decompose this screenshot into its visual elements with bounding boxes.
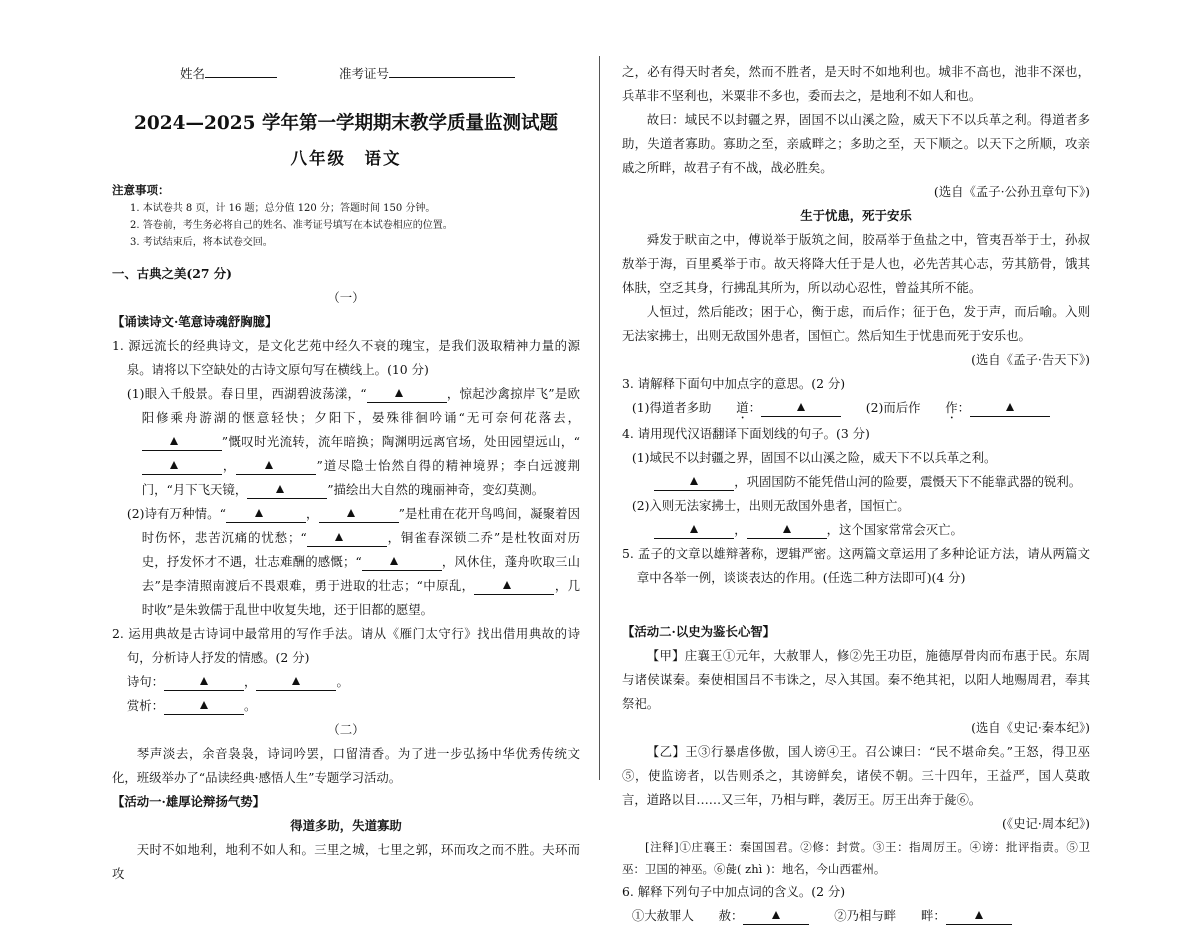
annotation-notes: [注释]①庄襄王：秦国国君。②修：封赏。③王：指周厉王。④谤：批评指责。⑤卫巫：卫国的神巫。⑥彘( zhì )：地名，今山西霍州。 bbox=[622, 840, 1090, 876]
name-line[interactable] bbox=[205, 77, 277, 78]
triangle-icon bbox=[170, 461, 178, 469]
question-3-items: (1)得道者多助 道： (2)而后作 作： bbox=[622, 396, 1090, 422]
triangle-icon bbox=[276, 485, 284, 493]
note-item: 2. 答卷前，考生务必将自己的姓名、准考证号填写在本试卷相应的位置。 bbox=[130, 220, 453, 231]
answer-blank[interactable] bbox=[747, 524, 827, 539]
triangle-icon bbox=[690, 477, 698, 485]
page-divider bbox=[599, 56, 600, 780]
triangle-icon bbox=[200, 701, 208, 709]
answer-blank[interactable] bbox=[474, 580, 554, 595]
source-citation: (选自《孟子·公孙丑章句下》) bbox=[933, 184, 1090, 199]
answer-blank[interactable] bbox=[236, 460, 316, 475]
essay-paragraph: 天时不如地利，地利不如人和。三里之城，七里之郭，环而攻之而不胜。夫环而攻 bbox=[112, 842, 580, 881]
essay-paragraph: 故曰：域民不以封疆之界，固国不以山溪之险，威天下不以兵革之利。得道者多助，失道者寡助。寡助之至，亲戚畔之；多助之至，天下顺之。以天下之所顺，攻亲戚之所畔，故君子有不战，战必胜矣。 bbox=[622, 112, 1090, 175]
triangle-icon bbox=[503, 581, 511, 589]
source-citation: (选自《史记·秦本纪》) bbox=[971, 720, 1090, 735]
answer-blank[interactable] bbox=[946, 910, 1012, 925]
answer-blank[interactable] bbox=[164, 676, 244, 691]
essay-paragraph: 舜发于畎亩之中，傅说举于版筑之间，胶鬲举于鱼盐之中，管夷吾举于士，孙叔敖举于海，百里奚举于市。故天将降大任于是人也，必先苦其心志，劳其筋骨，饿其体肤，空乏其身，行拂乱其所为，所以动心忍性，曾益其所不能。 bbox=[622, 232, 1090, 295]
ticket-line[interactable] bbox=[389, 77, 515, 78]
essay-title: 得道多助，失道寡助 bbox=[290, 818, 402, 833]
question-4: 4. 请用现代汉语翻译下面划线的句子。(3 分) bbox=[622, 426, 870, 441]
answer-blank[interactable] bbox=[970, 402, 1050, 417]
source-citation: (选自《孟子·告天下》) bbox=[971, 352, 1090, 367]
candidate-info bbox=[180, 64, 515, 82]
triangle-icon bbox=[975, 911, 983, 919]
answer-blank[interactable] bbox=[164, 700, 244, 715]
essay-title: 生于忧患，死于安乐 bbox=[800, 208, 912, 223]
answer-blank[interactable] bbox=[226, 508, 306, 523]
answer-blank[interactable] bbox=[654, 476, 734, 491]
answer-blank[interactable] bbox=[367, 388, 447, 403]
triangle-icon bbox=[390, 557, 398, 565]
question-4-1-answer: ，巩固国防不能凭借山河的险要，震慑天下不能靠武器的锐利。 bbox=[622, 470, 1090, 494]
answer-blank[interactable] bbox=[142, 460, 222, 475]
triangle-icon bbox=[783, 525, 791, 533]
note-item: 3. 考试结束后，将本试卷交回。 bbox=[130, 237, 273, 248]
question-4-2-answer: ， ，这个国家常常会灭亡。 bbox=[622, 518, 1090, 542]
activity-heading: 【活动二·以史为鉴长心智】 bbox=[622, 624, 776, 639]
triangle-icon bbox=[690, 525, 698, 533]
triangle-icon bbox=[772, 911, 780, 919]
answer-blank[interactable] bbox=[142, 436, 222, 451]
notes-title: 注意事项： bbox=[112, 183, 170, 197]
note-item: 1. 本试卷共 8 页，计 16 题；总分值 120 分；答题时间 150 分钟。 bbox=[130, 203, 436, 214]
question-3: 3. 请解释下面句中加点字的意思。(2 分) bbox=[622, 376, 846, 391]
triangle-icon bbox=[265, 461, 273, 469]
answer-blank[interactable] bbox=[743, 910, 809, 925]
subject-title: 八年级 语文 bbox=[290, 149, 402, 168]
triangle-icon bbox=[200, 677, 208, 685]
question-2-poem: 诗句： ， 。 bbox=[126, 674, 349, 689]
triangle-icon bbox=[1006, 403, 1014, 411]
name-label: 姓名 bbox=[180, 66, 206, 81]
answer-blank[interactable] bbox=[654, 524, 734, 539]
question-4-1: (1)域民不以封疆之界，固国不以山溪之险，威天下不以兵革之利。 bbox=[631, 450, 997, 465]
question-2: 2. 运用典故是古诗词中最常用的写作手法。请从《雁门太守行》找出借用典故的诗句，分析诗人抒发的情感。(2 分) bbox=[112, 626, 580, 665]
activity-heading: 【诵读诗文·笔意诗魂舒胸臆】 bbox=[112, 314, 278, 329]
answer-blank[interactable] bbox=[256, 676, 336, 691]
question-1: 1. 源远流长的经典诗文，是文化艺苑中经久不衰的瑰宝，是我们汲取精神力量的源泉。请将以下空缺处的古诗文原句写在横线上。(10 分) bbox=[112, 338, 580, 377]
answer-blank[interactable] bbox=[761, 402, 841, 417]
section-heading: 一、古典之美(27 分) bbox=[112, 266, 233, 281]
question-2-analysis: 赏析： 。 bbox=[126, 698, 257, 713]
ticket-label: 准考证号 bbox=[338, 66, 389, 81]
answer-blank[interactable] bbox=[362, 556, 442, 571]
part-heading: （一） bbox=[327, 290, 365, 305]
answer-blank[interactable] bbox=[319, 508, 399, 523]
triangle-icon bbox=[395, 389, 403, 397]
triangle-icon bbox=[292, 677, 300, 685]
triangle-icon bbox=[797, 403, 805, 411]
answer-space[interactable] bbox=[622, 590, 1090, 620]
answer-blank[interactable] bbox=[247, 484, 327, 499]
essay-paragraph: 人恒过，然后能改；困于心，衡于虑，而后作；征于色，发于声，而后喻。入则无法家拂士，出则无敌国外患者，国恒亡。然后知生于忧患而死于安乐也。 bbox=[622, 304, 1090, 343]
activity-heading: 【活动一·雄厚论辩扬气势】 bbox=[112, 794, 266, 809]
triangle-icon bbox=[347, 509, 355, 517]
triangle-icon bbox=[170, 437, 178, 445]
exam-title: 2024—2025 学年第一学期期末教学质量监测试题 bbox=[134, 113, 558, 134]
answer-blank[interactable] bbox=[307, 532, 387, 547]
triangle-icon bbox=[335, 533, 343, 541]
question-6: 6. 解释下列句子中加点词的含义。(2 分) bbox=[622, 884, 846, 899]
question-4-2: (2)入则无法家拂士，出则无敌国外患者，国恒亡。 bbox=[631, 498, 910, 513]
question-1-1: (1)眼入千般景。春日里，西湖碧波荡漾，“ ，惊起沙禽掠岸飞”是欧阳修乘舟游湖的惬意轻快；夕阳下，晏殊徘徊吟诵“无可奈何花落去，”慨叹时光流转，流年暗换；陶渊明远离官场，处田园望远山，“， ”道尽隐士怡然自得的精神境界；李白远渡荆门，“月下飞天镜， ”描绘出大自然的瑰丽神奇，变幻莫测。 bbox=[126, 386, 580, 497]
intro-paragraph: 琴声淡去，余音袅袅，诗词吟罢，口留清香。为了进一步弘扬中华优秀传统文化，班级举办了“品读经典·感悟人生”专题学习活动。 bbox=[112, 746, 580, 785]
source-citation: (《史记·周本纪》) bbox=[1002, 816, 1090, 831]
text-yi: 【乙】王③行暴虐侈傲，国人谤④王。召公谏曰：“民不堪命矣。”王怒，得卫巫⑤，使监谤者，以告则杀之，其谤鲜矣，诸侯不朝。三十四年，王益严，国人莫敢言，道路以目……又三年，乃相与畔，袭厉王。厉王出奔于彘⑥。 bbox=[622, 744, 1090, 807]
question-5: 5. 孟子的文章以雄辩著称，逻辑严密。这两篇文章运用了多种论证方法，请从两篇文章中各举一例，谈谈表达的作用。(任选二种方法即可)(4 分) bbox=[622, 546, 1090, 585]
question-6-items: ①大赦罪人 赦： ②乃相与畔 畔： bbox=[622, 904, 1090, 928]
essay-paragraph: 之，必有得天时者矣，然而不胜者，是天时不如地利也。城非不高也，池非不深也，兵革非不坚利也，米粟非不多也，委而去之，是地利不如人和也。 bbox=[622, 64, 1090, 103]
notes-block bbox=[112, 180, 580, 251]
question-1-2: (2)诗有万种情。“ ， ”是杜甫在花开鸟鸣间，凝聚着因时伤怀，悲苦沉痛的忧愁；“ ，铜雀春深锁二乔”是杜牧面对历史，抒发怀才不遇，壮志难酬的感慨；“ ，风休住，蓬舟吹取三山去”是李清照南渡后不畏艰难，勇于进取的壮志；“中原乱， ，几时收”是朱敦儒于乱世中收复失地，还于旧都的愿望。 bbox=[126, 506, 581, 617]
part-heading: （二） bbox=[327, 722, 365, 737]
text-jia: 【甲】庄襄王①元年，大赦罪人，修②先王功臣，施德厚骨肉而布惠于民。东周与诸侯谋秦。秦使相国吕不韦诛之，尽入其国。秦不绝其祀，以阳人地赐周君，奉其祭祀。 bbox=[622, 648, 1090, 711]
triangle-icon bbox=[255, 509, 263, 517]
